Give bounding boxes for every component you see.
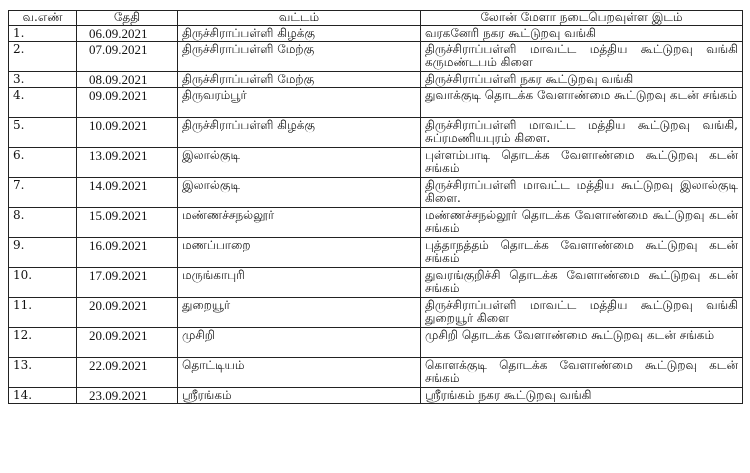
cell-serial-number: 1.	[9, 26, 77, 42]
table-row	[9, 208, 743, 238]
cell-taluk: மண்ணச்சநல்லூர்	[178, 208, 421, 238]
table-row	[9, 118, 743, 148]
table-row	[9, 388, 743, 404]
cell-date: 09.09.2021	[77, 88, 178, 118]
header-serial-number: வ.எண்	[9, 11, 77, 26]
cell-taluk: ஸ்ரீரங்கம்	[178, 388, 421, 404]
cell-serial-number: 11.	[9, 298, 77, 328]
table-row	[9, 148, 743, 178]
cell-taluk: மருங்காபுரி	[178, 268, 421, 298]
header-date: தேதி	[77, 11, 178, 26]
cell-serial-number: 9.	[9, 238, 77, 268]
cell-date: 07.09.2021	[77, 42, 178, 72]
table-row	[9, 358, 743, 388]
cell-date: 13.09.2021	[77, 148, 178, 178]
table-row	[9, 178, 743, 208]
cell-venue: புள்ளம்பாடி தொடக்க வேளாண்மை கூட்டுறவு கடன் சங்கம்	[421, 148, 743, 178]
table-row	[9, 26, 743, 42]
cell-taluk: முசிறி	[178, 328, 421, 358]
cell-date: 22.09.2021	[77, 358, 178, 388]
cell-taluk: இலால்குடி	[178, 178, 421, 208]
cell-venue: கொளக்குடி தொடக்க வேளாண்மை கூட்டுறவு கடன் சங்கம்	[421, 358, 743, 388]
cell-serial-number: 4.	[9, 88, 77, 118]
cell-taluk: திருச்சிராப்பள்ளி மேற்கு	[178, 72, 421, 88]
cell-venue: முசிறி தொடக்க வேளாண்மை கூட்டுறவு கடன் சங்கம்	[421, 328, 743, 358]
cell-venue: ஸ்ரீரங்கம் நகர கூட்டுறவு வங்கி	[421, 388, 743, 404]
header-row	[9, 11, 743, 26]
table-row	[9, 238, 743, 268]
cell-date: 20.09.2021	[77, 328, 178, 358]
table-row	[9, 268, 743, 298]
header-taluk: வட்டம்	[178, 11, 421, 26]
cell-date: 23.09.2021	[77, 388, 178, 404]
cell-venue: துவரங்குறிச்சி தொடக்க வேளாண்மை கூட்டுறவு கடன் சங்கம்	[421, 268, 743, 298]
cell-venue: திருச்சிராப்பள்ளி மாவட்ட மத்திய கூட்டுறவு வங்கி துறையூர் கிளை	[421, 298, 743, 328]
cell-serial-number: 14.	[9, 388, 77, 404]
cell-serial-number: 12.	[9, 328, 77, 358]
cell-taluk: திருவரம்பூர்	[178, 88, 421, 118]
cell-taluk: திருச்சிராப்பள்ளி கிழக்கு	[178, 118, 421, 148]
cell-serial-number: 6.	[9, 148, 77, 178]
cell-date: 06.09.2021	[77, 26, 178, 42]
table-row	[9, 88, 743, 118]
cell-venue: வரகனேரி நகர கூட்டுறவு வங்கி	[421, 26, 743, 42]
cell-serial-number: 13.	[9, 358, 77, 388]
cell-date: 08.09.2021	[77, 72, 178, 88]
cell-taluk: திருச்சிராப்பள்ளி மேற்கு	[178, 42, 421, 72]
table-row	[9, 328, 743, 358]
cell-venue: திருச்சிராப்பள்ளி மாவட்ட மத்திய கூட்டுறவு வங்கி கருமண்டபம் கிளை	[421, 42, 743, 72]
cell-taluk: திருச்சிராப்பள்ளி கிழக்கு	[178, 26, 421, 42]
cell-serial-number: 7.	[9, 178, 77, 208]
cell-venue: திருச்சிராப்பள்ளி நகர கூட்டுறவு வங்கி	[421, 72, 743, 88]
table-row	[9, 72, 743, 88]
cell-serial-number: 5.	[9, 118, 77, 148]
cell-serial-number: 2.	[9, 42, 77, 72]
cell-date: 17.09.2021	[77, 268, 178, 298]
cell-venue: துவாக்குடி தொடக்க வேளாண்மை கூட்டுறவு கடன் சங்கம்	[421, 88, 743, 118]
cell-venue: புத்தாநத்தம் தொடக்க வேளாண்மை கூட்டுறவு கடன் சங்கம்	[421, 238, 743, 268]
cell-venue: மண்ணச்சநல்லூர் தொடக்க வேளாண்மை கூட்டுறவு கடன் சங்கம்	[421, 208, 743, 238]
cell-taluk: இலால்குடி	[178, 148, 421, 178]
cell-date: 10.09.2021	[77, 118, 178, 148]
schedule-table	[8, 10, 743, 404]
cell-serial-number: 3.	[9, 72, 77, 88]
cell-date: 14.09.2021	[77, 178, 178, 208]
cell-date: 16.09.2021	[77, 238, 178, 268]
table-row	[9, 298, 743, 328]
cell-date: 15.09.2021	[77, 208, 178, 238]
cell-serial-number: 8.	[9, 208, 77, 238]
cell-venue: திருச்சிராப்பள்ளி மாவட்ட மத்திய கூட்டுறவு வங்கி, சுப்ரமணியபுரம் கிளை.	[421, 118, 743, 148]
header-venue: லோன் மேளா நடைபெறவுள்ள இடம்	[421, 11, 743, 26]
cell-venue: திருச்சிராப்பள்ளி மாவட்ட மத்திய கூட்டுறவு இலால்குடி கிளை.	[421, 178, 743, 208]
cell-date: 20.09.2021	[77, 298, 178, 328]
loan-mela-schedule	[8, 10, 742, 404]
cell-taluk: தொட்டியம்	[178, 358, 421, 388]
table-row	[9, 42, 743, 72]
cell-serial-number: 10.	[9, 268, 77, 298]
cell-taluk: மணப்பாறை	[178, 238, 421, 268]
cell-taluk: துறையூர்	[178, 298, 421, 328]
